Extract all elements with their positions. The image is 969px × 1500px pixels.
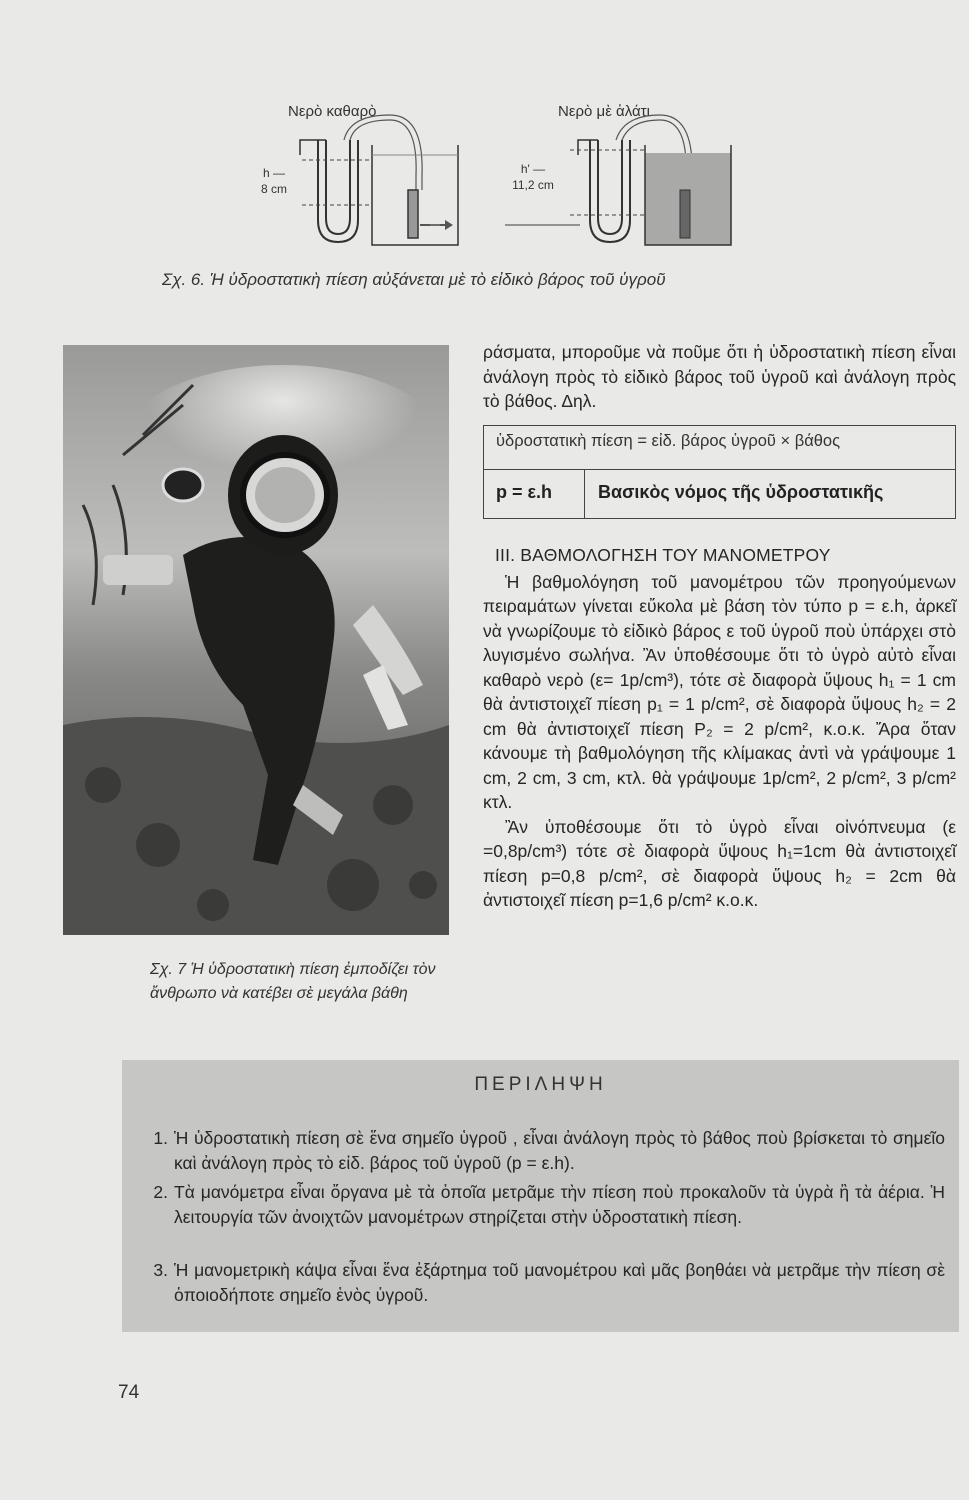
manometer-drawing [240, 95, 770, 275]
summary-item-number: 1. [153, 1128, 168, 1148]
figure-6-caption: Σχ. 6. Ἡ ὑδροστατικὴ πίεση αὐξάνεται μὲ τὸ εἰδικὸ βάρος τοῦ ὑγροῦ [162, 270, 666, 289]
left-hose [344, 115, 422, 190]
formula-verbal: ὑδροστατικὴ πίεση = εἰδ. βάρος ὑγροῦ × βάθος [496, 432, 841, 450]
left-arrow-head [445, 220, 453, 230]
page-number: 74 [118, 1382, 140, 1403]
summary-item-text: Ἡ μανομετρικὴ κάψα εἶναι ἕνα ἐξάρτημα τοῦ μανομέτρου καὶ μᾶς βοηθάει νὰ μετρᾶμε τὴν πίεση σὲ ὁποιοδήποτε σημεῖο ἑνὸς ὑγροῦ. [174, 1260, 945, 1305]
diver-photo [63, 345, 449, 935]
left-beaker [372, 145, 458, 245]
h-right-value: 11,2 cm [512, 178, 554, 192]
right-level-lines [570, 150, 645, 215]
formula-law-name: Βασικὸς νόμος τῆς ὑδροστατικῆς [598, 482, 884, 502]
right-u-tube [578, 140, 630, 242]
section-iii [483, 543, 956, 913]
label-salt-water: Νερὸ μὲ ἁλάτι [558, 103, 650, 120]
summary-item [142, 1258, 945, 1307]
left-level-lines [302, 160, 372, 205]
summary-item-number: 2. [153, 1182, 168, 1202]
h-right-symbol: h' — [520, 162, 546, 176]
summary-item [142, 1180, 945, 1229]
summary-item-number: 3. [153, 1260, 168, 1280]
summary-title: ΠΕΡΙΛΗΨΗ [474, 1074, 607, 1095]
summary-item-text: Τὰ μανόμετρα εἶναι ὄργανα μὲ τὰ ὁποῖα μετρᾶμε τὴν πίεση ποὺ προκαλοῦν τὰ ὑγρὰ ἢ τὰ ἀέρια. Ἡ λειτουργία τῶν ἀνοιχτῶν μανομέτρων στηρίζεται στὴν ὑδροστατικὴ πίεση. [174, 1182, 945, 1227]
formula-box [483, 425, 956, 519]
formula-symbolic: p = ε.h [496, 482, 553, 502]
label-clean-water: Νερὸ καθαρὸ [288, 103, 377, 120]
h-left-value: 8 cm [260, 182, 287, 196]
right-beaker [645, 145, 731, 245]
left-u-tube [300, 140, 358, 242]
section-paragraph-2: Ἂν ὑποθέσουμε ὅτι τὸ ὑγρὸ εἶναι οἰνόπνευμα (ε =0,8p/cm³) τότε σὲ διαφορὰ ὕψους h₁=1cm θὰ ἀντιστοιχεῖ πίεση p=0,8 p/cm², σὲ διαφορὰ ὕψους h₂ = 2cm θὰ ἀντιστοιχεῖ πίεση p=1,6 p/cm² κ.ο.κ. [483, 816, 956, 910]
figure-7-caption: Σχ. 7 Ἡ ὑδροστατικὴ πίεση ἐμποδίζει τὸν ἄνθρωπο νὰ κατέβει σὲ μεγάλα βάθη [150, 961, 436, 1002]
summary-item-text: Ἡ ὑδροστατικὴ πίεση σὲ ἕνα σημεῖο ὑγροῦ , εἶναι ἀνάλογη πρὸς τὸ βάθος ποὺ βρίσκεται τὸ σημεῖο καὶ ἀνάλογη πρὸς τὸ εἰδ. βάρος τοῦ ὑγροῦ (p = ε.h). [174, 1128, 945, 1173]
right-column-text [483, 340, 956, 414]
figure-6-diagram [240, 95, 770, 275]
intro-paragraph: ράσματα, μποροῦμε νὰ ποῦμε ὅτι ἡ ὑδροστατικὴ πίεση εἶναι ἀνάλογη πρὸς τὸ εἰδικὸ βάρος τοῦ ὑγροῦ καὶ ἀνάλογη πρὸς τὸ βάθος. Δηλ. [483, 342, 956, 411]
section-paragraph-1: Ἡ βαθμολόγηση τοῦ μανομέτρου τῶν προηγούμενων πειραμάτων γίνεται εὔκολα μὲ βάση τὸν τύπο p = ε.h, ἀρκεῖ νὰ γνωρίζουμε τὸ εἰδικὸ βάρος ε τοῦ ὑγροῦ ποὺ ὑπάρχει στὸ λυγισμένο σωλήνα. Ἂν ὑποθέσουμε ὅτι τὸ ὑγρὸ αὐτὸ εἶναι καθαρὸ νερὸ (ε= 1p/cm³), τότε σὲ διαφορὰ ὕψους h₁ = 1 cm θὰ ἀντιστοιχεῖ πίεση p₁ = 1 p/cm², σὲ διαφορὰ ὕψους h₂ = 2 cm θὰ ἀντιστοιχεῖ πίεση P₂ = 2 p/cm², κ.ο.κ. Ἄρα ὅταν κάνουμε τὴ βαθμολόγηση τῆς κλίμακας ἀντὶ νὰ γράψουμε 1 cm, 2 cm, 3 cm, κτλ. θὰ γράψουμε 1p/cm², 2 p/cm², 3 p/cm² κτλ. [483, 571, 956, 812]
summary-item [142, 1126, 945, 1175]
section-heading: ΙΙΙ. ΒΑΘΜΟΛΟΓΗΣΗ ΤΟΥ ΜΑΝΟΜΕΤΡΟΥ [495, 545, 831, 565]
diver-image [63, 345, 449, 935]
summary-box [122, 1060, 959, 1332]
h-left-symbol: h — [262, 166, 285, 180]
